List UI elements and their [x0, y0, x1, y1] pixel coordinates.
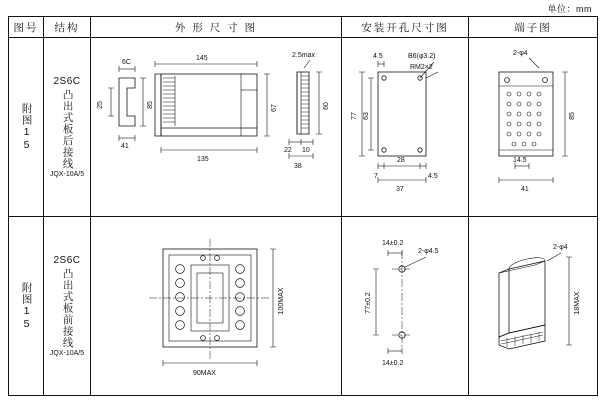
dim-14-bottom: 14±0.2 — [382, 360, 404, 367]
structure-model: 2S6C — [53, 254, 81, 266]
header-outline-dimensions: 外 形 尺 寸 图 — [91, 17, 342, 38]
dim-22: 22 — [284, 147, 292, 154]
cell-mounting-drawing — [342, 38, 469, 217]
table-row — [9, 217, 598, 396]
dim-18max: 18MAX — [574, 291, 581, 315]
dim-25: 25 — [97, 101, 104, 109]
table-row — [9, 38, 598, 217]
dim-60: 60 — [323, 102, 330, 110]
table-header-row — [9, 17, 598, 38]
dim-4p5-top: 4.5 — [373, 53, 383, 60]
dim-41-terminal: 41 — [521, 186, 529, 193]
dim-100max: 100MAX — [278, 287, 285, 315]
dim-10: 10 — [302, 147, 310, 154]
dim-7: 7 — [374, 173, 378, 180]
dim-135: 135 — [197, 156, 209, 163]
cell-figure-no — [9, 38, 44, 217]
dim-2-phi4p5: 2-φ4.5 — [418, 248, 439, 255]
dim-77-front: 77±0.2 — [365, 292, 372, 314]
mounting-drawing-front — [342, 217, 468, 395]
dim-rm2: RM2×2 — [410, 64, 433, 71]
cell-outline-drawing — [91, 38, 342, 217]
dim-14-top: 14±0.2 — [382, 240, 404, 247]
dim-90max: 90MAX — [193, 370, 216, 377]
dim-2-phi4-front: 2-φ4 — [553, 244, 568, 251]
dim-14p5: 14.5 — [513, 157, 527, 164]
header-figure-no: 图号 — [9, 17, 44, 38]
dim-85: 85 — [147, 101, 154, 109]
figure-no-label: 附图 — [20, 102, 33, 126]
dim-145: 145 — [196, 55, 208, 62]
cell-structure — [44, 38, 91, 217]
dim-28: 28 — [397, 157, 405, 164]
terminal-drawing-back — [469, 38, 597, 216]
terminal-drawing-front — [469, 217, 597, 395]
header-mounting-hole: 安装开孔尺寸图 — [342, 17, 469, 38]
cell-terminal-drawing — [469, 38, 598, 217]
cell-outline-drawing — [91, 217, 342, 396]
outline-drawing-back — [91, 38, 341, 216]
dim-25max: 2.5max — [292, 52, 315, 59]
figure-no-label: 附图 — [20, 281, 33, 305]
structure-desc: 凸出式板后接线 — [61, 88, 74, 170]
cell-terminal-drawing — [469, 217, 598, 396]
dim-6c: 6C — [122, 59, 131, 66]
dim-b6: B6(φ3.2) — [408, 53, 436, 60]
structure-code: JQX-10A/5 — [49, 171, 85, 179]
header-structure: 结构 — [44, 17, 91, 38]
outline-drawing-front — [91, 217, 341, 395]
unit-note: 单位：mm — [547, 4, 592, 14]
dim-63: 63 — [363, 112, 370, 120]
structure-model: 2S6C — [53, 75, 81, 87]
mounting-drawing-back — [342, 38, 468, 216]
structure-code: JQX-10A/5 — [49, 350, 85, 358]
structure-desc: 凸出式板前接线 — [61, 267, 74, 349]
figure-no-value: 15 — [20, 304, 33, 331]
dimension-table — [8, 16, 598, 396]
dim-37: 37 — [396, 186, 404, 193]
dim-4p5-bottom: 4.5 — [428, 173, 438, 180]
figure-no-value: 15 — [20, 125, 33, 152]
dim-77: 77 — [351, 112, 358, 120]
dim-41-left: 41 — [121, 143, 129, 150]
dim-2-phi4-top: 2-φ4 — [513, 50, 528, 57]
cell-figure-no — [9, 217, 44, 396]
dim-85-terminal: 85 — [569, 112, 576, 120]
header-terminal-diagram: 端子图 — [469, 17, 598, 38]
dim-67: 67 — [271, 104, 278, 112]
cell-structure — [44, 217, 91, 396]
cell-mounting-drawing — [342, 217, 469, 396]
dim-38: 38 — [294, 163, 302, 170]
